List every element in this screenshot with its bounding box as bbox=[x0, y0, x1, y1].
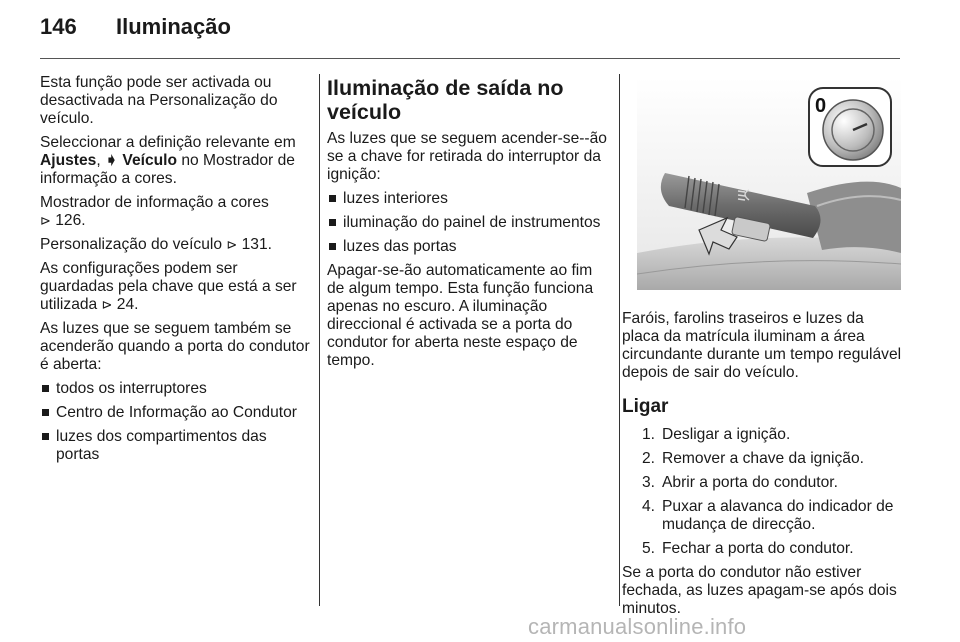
column-1 bbox=[40, 74, 310, 470]
list-item: 5. Fechar a porta do condutor. bbox=[642, 540, 854, 557]
watermark: carmanualsonline.info bbox=[528, 614, 747, 639]
reference-arrow-icon: ⊳ bbox=[226, 237, 238, 252]
paragraph-settings-path: Seleccionar a definição relevante em Ajustes, ➧ Veículo no Mostrador de informação a cores. bbox=[40, 134, 296, 187]
page-number: 146 bbox=[40, 14, 77, 39]
bullet-list bbox=[327, 190, 612, 256]
steps-list bbox=[622, 426, 904, 558]
paragraph-toggle-info: Esta função pode ser activada ou desactivada na Personalização do veículo. bbox=[40, 74, 278, 127]
list-item: 3. Abrir a porta do condutor. bbox=[642, 474, 838, 491]
page-reference-link[interactable]: 126. bbox=[50, 212, 86, 229]
paragraph-auto-off-note: Se a porta do condutor não estiver fechada, as luzes apagam-se após dois minutos. bbox=[622, 564, 897, 617]
page-reference-link[interactable]: 131. bbox=[237, 236, 272, 253]
reference-arrow-icon: ⊳ bbox=[40, 213, 51, 228]
list-item: 1. Desligar a ignição. bbox=[642, 426, 791, 443]
paragraph-personalization-ref: Personalização do veículo ⊳ 131. bbox=[40, 236, 272, 253]
list-item: 2. Remover a chave da ignição. bbox=[642, 450, 864, 467]
paragraph-key-settings: As configurações podem ser guardadas pela chave que está a ser utilizada ⊳ 24. bbox=[40, 260, 297, 313]
paragraph-auto-off: Apagar-se-ão automaticamente ao fim de algum tempo. Esta função funciona apenas no escuro. A iluminação direccional é activada se a porta do condutor for aberta neste espaço de tempo. bbox=[327, 262, 594, 369]
bullet-list bbox=[40, 380, 310, 464]
list-item: luzes dos compartimentos das portas bbox=[40, 428, 310, 464]
menu-arrow-icon: ➧ bbox=[105, 152, 119, 169]
turn-signal-lever-illustration bbox=[637, 78, 901, 290]
menu-veiculo: Veículo bbox=[118, 152, 178, 169]
page-reference-link[interactable]: 24. bbox=[112, 296, 139, 313]
column-3 bbox=[622, 74, 904, 624]
list-item: luzes das portas bbox=[327, 238, 612, 256]
header-divider bbox=[40, 58, 900, 59]
menu-ajustes: Ajustes bbox=[40, 152, 97, 169]
list-item: 4. Puxar a alavanca do indicador de mudança de direcção. bbox=[642, 498, 894, 533]
subsection-title: Ligar bbox=[622, 396, 669, 417]
page-title: Iluminação bbox=[116, 14, 231, 39]
column-2 bbox=[327, 74, 612, 376]
column-divider-2 bbox=[619, 74, 620, 606]
section-title: Iluminação de saída no veículo bbox=[327, 76, 564, 124]
list-item: iluminação do painel de instrumentos bbox=[327, 214, 612, 232]
list-item: todos os interruptores bbox=[40, 380, 310, 398]
page-header bbox=[40, 14, 231, 50]
list-item: Centro de Informação ao Condutor bbox=[40, 404, 310, 422]
paragraph-exit-lighting: As luzes que se seguem acender-se--ão se a chave for retirada do interruptor da ignição: bbox=[327, 130, 607, 183]
dial-label: 0 bbox=[815, 95, 827, 117]
list-item: luzes interiores bbox=[327, 190, 612, 208]
paragraph-door-lights: As luzes que se seguem também se acenderão quando a porta do condutor é aberta: bbox=[40, 320, 310, 373]
paragraph-color-display-ref: Mostrador de informação a cores ⊳ 126. bbox=[40, 194, 269, 229]
paragraph-exit-lights-desc: Faróis, farolins traseiros e luzes da placa da matrícula iluminam a área circundante durante um tempo regulável depois de sair do veículo. bbox=[622, 310, 902, 381]
reference-arrow-icon: ⊳ bbox=[101, 297, 113, 312]
column-divider-1 bbox=[319, 74, 320, 606]
